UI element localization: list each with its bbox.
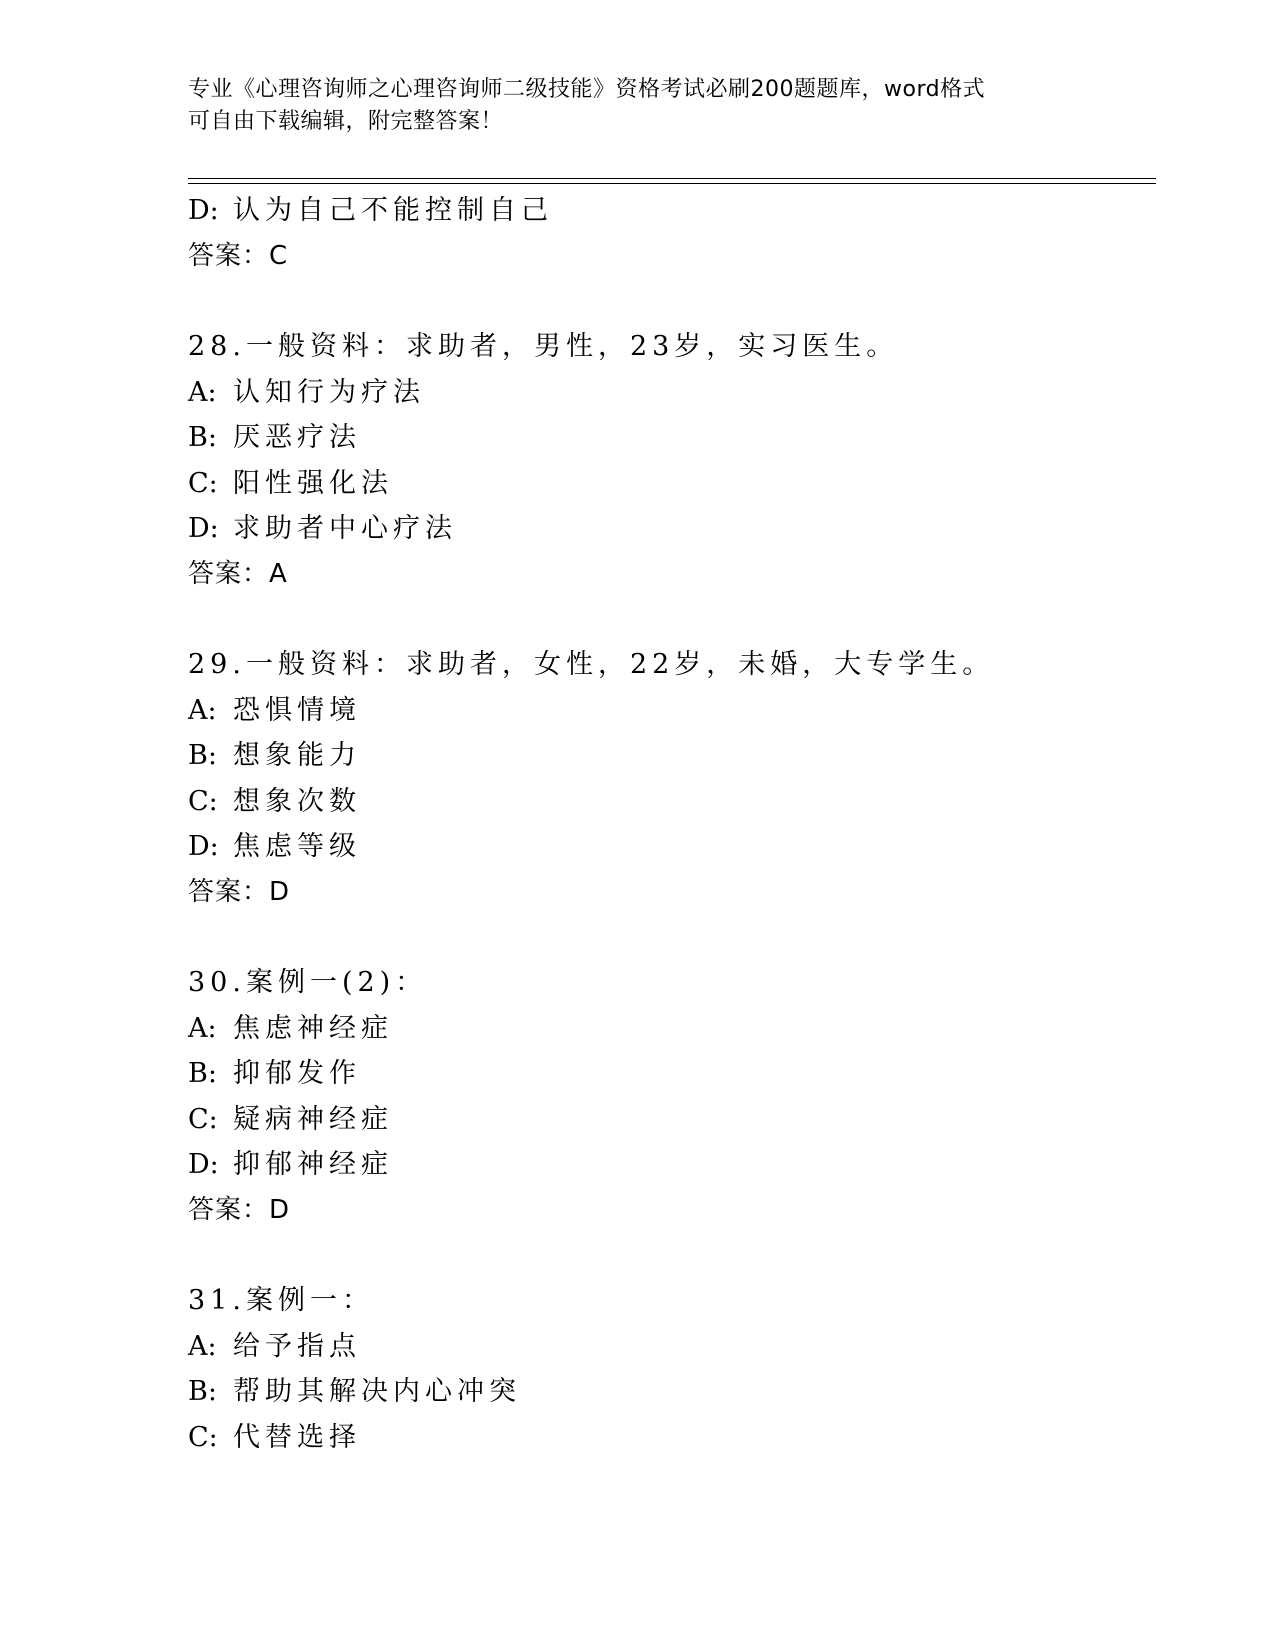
- option-line: [188, 370, 1148, 416]
- option-line: [188, 1051, 1148, 1097]
- answer-line: 答案：C: [188, 240, 289, 271]
- question-stem: 30.案例一(2)：: [188, 967, 428, 998]
- option-line: [188, 779, 1148, 825]
- option-line: [188, 1324, 1148, 1370]
- question-stem: 29.一般资料：求助者，女性，22岁，未婚，大专学生。: [188, 649, 995, 680]
- option-line: [188, 1142, 1148, 1188]
- option-text: 恐惧情境: [233, 694, 361, 726]
- option-text: 想象能力: [233, 740, 361, 771]
- option-letter: B:: [188, 1058, 217, 1089]
- option-text: 阳性强化法: [233, 467, 393, 499]
- option-letter: C:: [188, 467, 218, 499]
- document-header: [188, 74, 1088, 138]
- answer-line: 答案：D: [188, 876, 291, 907]
- answer-line: 答案：D: [188, 1194, 291, 1225]
- option-text: 代替选择: [233, 1421, 361, 1453]
- block-spacer: [188, 1233, 1148, 1278]
- option-text: 焦虑神经症: [233, 1012, 393, 1044]
- option-letter: A:: [188, 694, 217, 726]
- option-text: 抑郁发作: [233, 1058, 361, 1089]
- option-letter: A:: [188, 1330, 217, 1362]
- option-letter: A:: [188, 376, 217, 408]
- header-divider-top: [188, 178, 1156, 179]
- option-line: [188, 461, 1148, 507]
- option-line: [188, 1097, 1148, 1143]
- option-line: [188, 1006, 1148, 1052]
- option-text: 帮助其解决内心冲突: [233, 1376, 521, 1407]
- option-line: [188, 1369, 1148, 1415]
- block-spacer: [188, 279, 1148, 324]
- answer-line: 答案：A: [188, 558, 288, 589]
- block-spacer: [188, 597, 1148, 642]
- option-line: [188, 733, 1148, 779]
- option-text: 抑郁神经症: [233, 1149, 393, 1180]
- option-text: 给予指点: [233, 1330, 361, 1362]
- option-letter: B:: [188, 740, 217, 771]
- option-line: [188, 1415, 1148, 1461]
- option-text: 厌恶疗法: [233, 422, 361, 453]
- option-text: 认为自己不能控制自己: [233, 195, 553, 226]
- option-text: 疑病神经症: [233, 1103, 393, 1135]
- option-line: [188, 688, 1148, 734]
- option-letter: D:: [188, 831, 219, 862]
- block-spacer: [188, 915, 1148, 960]
- option-text: 认知行为疗法: [233, 376, 425, 408]
- question-stem: 31.案例一：: [188, 1285, 374, 1316]
- header-divider-bottom: [188, 183, 1156, 184]
- option-letter: C:: [188, 1103, 218, 1135]
- option-letter: D:: [188, 513, 219, 544]
- option-letter: D:: [188, 1149, 219, 1180]
- option-text: 焦虑等级: [233, 831, 361, 862]
- option-line: [188, 415, 1148, 461]
- header-line-2: 可自由下载编辑，附完整答案！: [188, 109, 504, 134]
- option-letter: C:: [188, 1421, 218, 1453]
- question-stem: 28.一般资料：求助者，男性，23岁，实习医生。: [188, 331, 899, 362]
- option-letter: C:: [188, 785, 218, 817]
- question-list: [188, 188, 1148, 1460]
- option-line: [188, 824, 1148, 870]
- option-text: 求助者中心疗法: [233, 513, 457, 544]
- option-line: [188, 188, 1148, 234]
- header-line-1: 专业《心理咨询师之心理咨询师二级技能》资格考试必刷200题题库，word格式: [188, 77, 986, 102]
- option-text: 想象次数: [233, 785, 361, 817]
- option-letter: B:: [188, 422, 217, 453]
- option-line: [188, 506, 1148, 552]
- option-letter: B:: [188, 1376, 217, 1407]
- option-letter: D:: [188, 195, 219, 226]
- option-letter: A:: [188, 1012, 217, 1044]
